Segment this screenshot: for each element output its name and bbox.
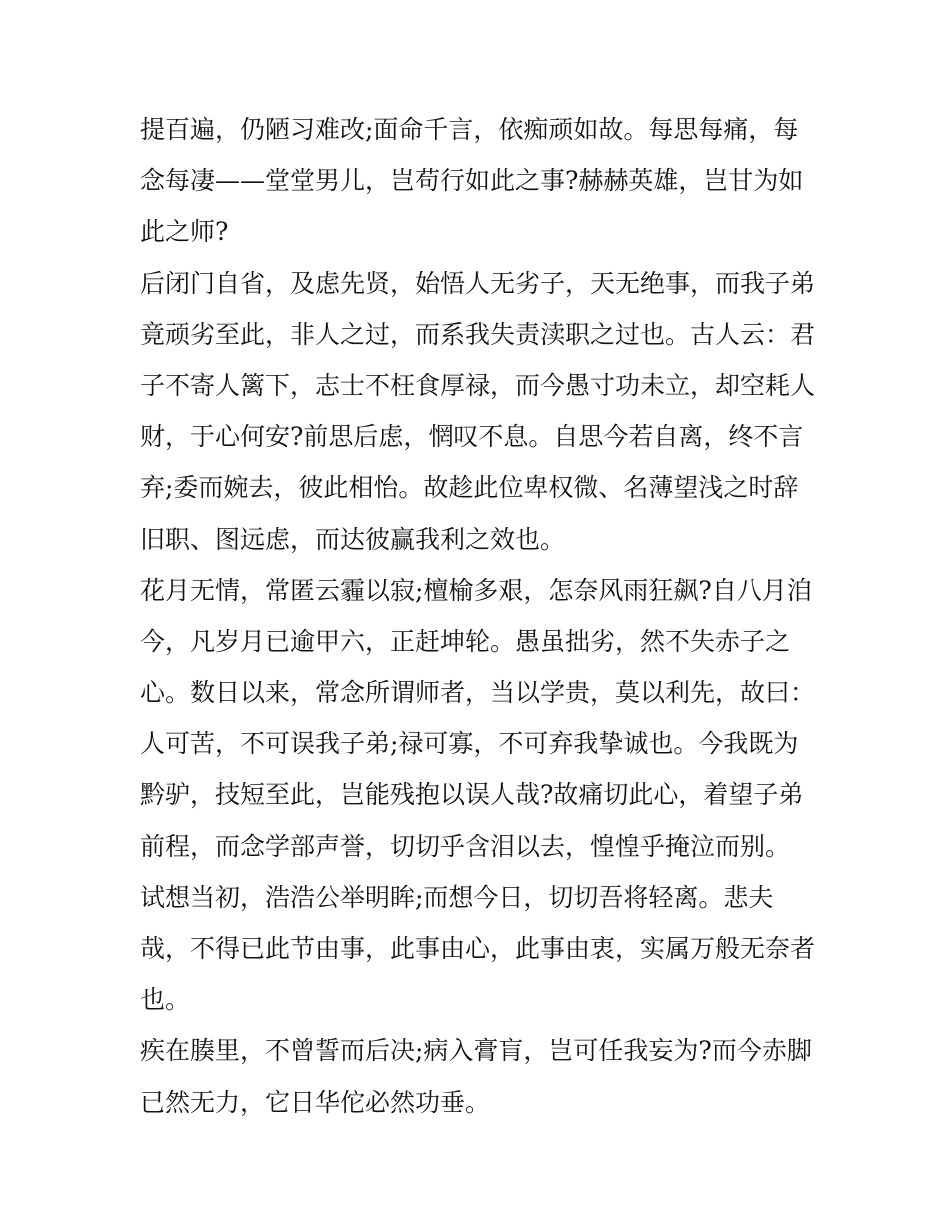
text-line: 念每凄——堂堂男儿，岂苟行如此之事?赫赫英雄，岂甘为如 [140, 166, 804, 196]
text-line: 今，凡岁月已逾甲六，正赶坤轮。愚虽拙劣，然不失赤子之 [140, 626, 791, 656]
text-line: 后闭门自省，及虑先贤，始悟人无劣子，天无绝事，而我子弟 [140, 268, 816, 298]
text-line: 财，于心何安?前思后虑，惘叹不息。自思今若自离，终不言 [140, 422, 804, 452]
text-line: 黔驴，技短至此，岂能残抱以误人哉?故痛切此心，着望子弟 [140, 780, 804, 810]
text-line: 竟顽劣至此，非人之过，而系我失责渎职之过也。古人云：君 [140, 319, 816, 349]
text-line: 弃;委而婉去，彼此相怡。故趁此位卑权微、名薄望浅之时辞 [140, 473, 799, 503]
text-line: 花月无情，常匿云霾以寂;檀榆多艰，怎奈风雨狂飙?自八月洎 [140, 575, 812, 605]
text-line: 试想当初，浩浩公举明眸;而想今日，切切吾将轻离。悲夫 [140, 882, 774, 912]
text-line: 哉，不得已此节由事，此事由心，此事由衷，实属万般无奈者 [140, 934, 816, 963]
text-line: 子不寄人篱下，志士不枉食厚禄，而今愚寸功未立，却空耗人 [140, 370, 816, 400]
text-line: 已然无力，它日华佗必然功垂。 [140, 1087, 491, 1117]
document-body [140, 104, 820, 1128]
text-line: 此之师? [140, 217, 229, 247]
text-line: 也。 [140, 985, 191, 1015]
text-line: 心。数日以来，常念所谓师者，当以学贵，莫以利先，故曰： [140, 678, 816, 708]
text-line: 旧职、图远虑，而达彼赢我利之效也。 [140, 524, 566, 554]
text-line: 疾在腠里，不曾誓而后决;病入膏肓，岂可任我妄为?而今赤脚 [140, 1036, 812, 1066]
text-line: 前程，而念学部声誉，切切乎含泪以去，惶惶乎掩泣而别。 [140, 831, 791, 861]
text-line: 人可苦，不可误我子弟;禄可寡，不可弃我挚诚也。今我既为 [140, 729, 799, 759]
text-line: 提百遍，仍陋习难改;面命千言，依痴顽如故。每思每痛，每 [140, 115, 799, 144]
